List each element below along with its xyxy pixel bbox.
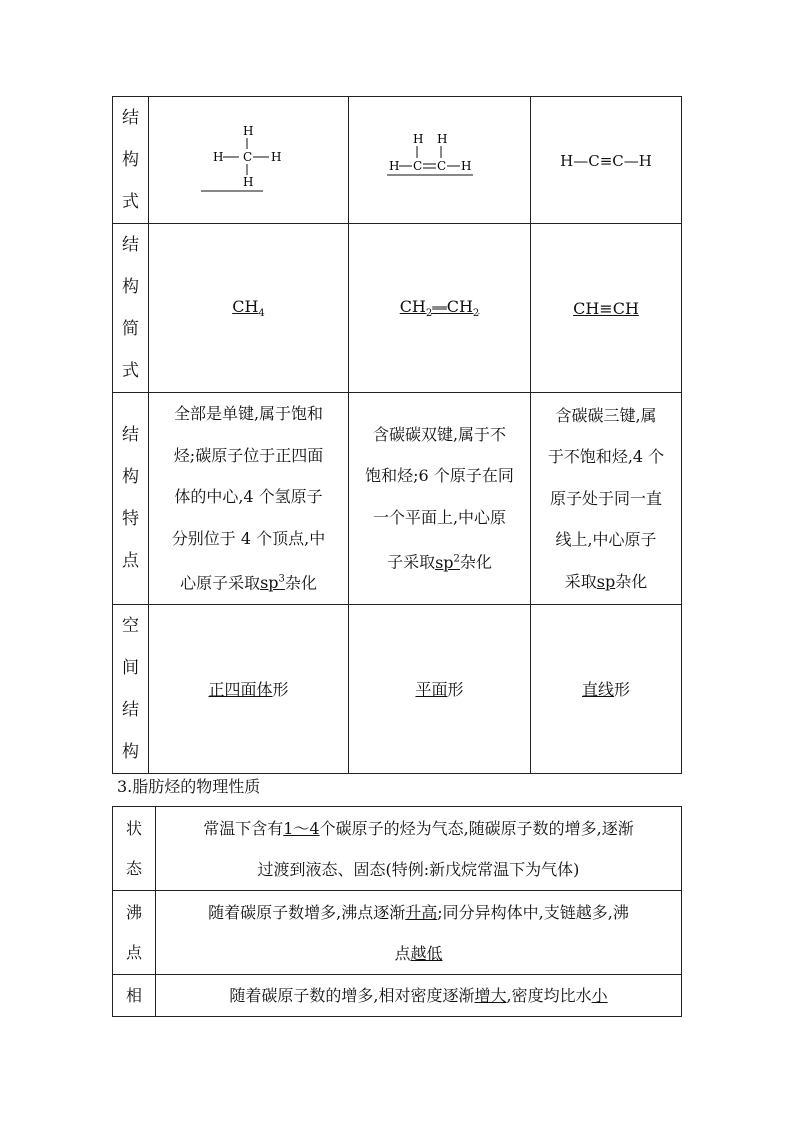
section-title: 3.脂肪烃的物理性质 xyxy=(117,777,261,796)
methane-structural-formula xyxy=(149,97,349,224)
ethylene-structure-diagram xyxy=(385,128,495,188)
ethylene-features: 含碳碳双键,属于不 饱和烃;6 个原子在同 一个平面上,中心原 子采取$sp^2$杂化 xyxy=(349,393,531,605)
methane-shape: 正四面体形 xyxy=(149,604,349,773)
row-state xyxy=(113,807,682,891)
row-condensed-formula xyxy=(113,224,682,393)
ethylene-condensed-formula: $CH_2══CH_2$ xyxy=(349,224,531,393)
acetylene-shape: 直线形 xyxy=(531,604,682,773)
row-spatial-structure xyxy=(113,604,682,773)
methane-condensed-formula: $CH_4$ xyxy=(149,224,349,393)
acetylene-structural-formula: H—C≡C—H xyxy=(531,97,682,224)
density-description: 随着碳原子数的增多,相对密度逐渐增大,密度均比水小 xyxy=(156,975,682,1017)
row-label: 结 构 简 式 xyxy=(113,224,149,393)
row-density xyxy=(113,975,682,1017)
acetylene-features: 含碳碳三键,属 于不饱和烃,4 个 原子处于同一直 线上,中心原子 采取sp杂化 xyxy=(531,393,682,605)
methane-h-right: H xyxy=(270,150,281,164)
row-label: 空 间 结 构 xyxy=(113,604,149,773)
methane-features: 全部是单键,属于饱和 烃;碳原子位于正四面 体的中心,4 个氢原子 分别位于 4 个顶点,中 心原子采取$sp^3$杂化 xyxy=(149,393,349,605)
row-label: 状 态 xyxy=(113,807,156,891)
methane-h-bottom: H xyxy=(242,175,253,189)
physical-properties-table xyxy=(112,806,682,1017)
ethylene-h-top1: H xyxy=(412,132,423,146)
ethylene-c2: C xyxy=(436,159,446,173)
methane-h-top: H xyxy=(242,124,253,138)
state-description: 常温下含有1～4个碳原子的烃为气态,随碳原子数的增多,逐渐 过渡到液态、固态(特例:新戊烷常温下为气体) xyxy=(156,807,682,891)
methane-structure-diagram xyxy=(189,113,309,203)
boiling-point-description: 随着碳原子数增多,沸点逐渐升高;同分异构体中,支链越多,沸 点越低 xyxy=(156,891,682,975)
structure-table xyxy=(112,96,682,774)
ethylene-structural-formula xyxy=(349,97,531,224)
row-structural-features xyxy=(113,393,682,605)
ethylene-h-left: H xyxy=(388,159,399,173)
row-boiling-point xyxy=(113,891,682,975)
ethylene-h-top2: H xyxy=(436,132,447,146)
row-label: 相 xyxy=(113,975,156,1017)
row-label: 结 构 特 点 xyxy=(113,393,149,605)
ethylene-c1: C xyxy=(412,159,422,173)
row-label: 沸 点 xyxy=(113,891,156,975)
methane-c: C xyxy=(242,150,252,164)
methane-h-left: H xyxy=(212,150,223,164)
row-label: 结 构 式 xyxy=(113,97,149,224)
ethylene-h-right: H xyxy=(460,159,471,173)
ethylene-shape: 平面形 xyxy=(349,604,531,773)
acetylene-condensed-formula: CH≡CH xyxy=(531,224,682,393)
row-structural-formula xyxy=(113,97,682,224)
